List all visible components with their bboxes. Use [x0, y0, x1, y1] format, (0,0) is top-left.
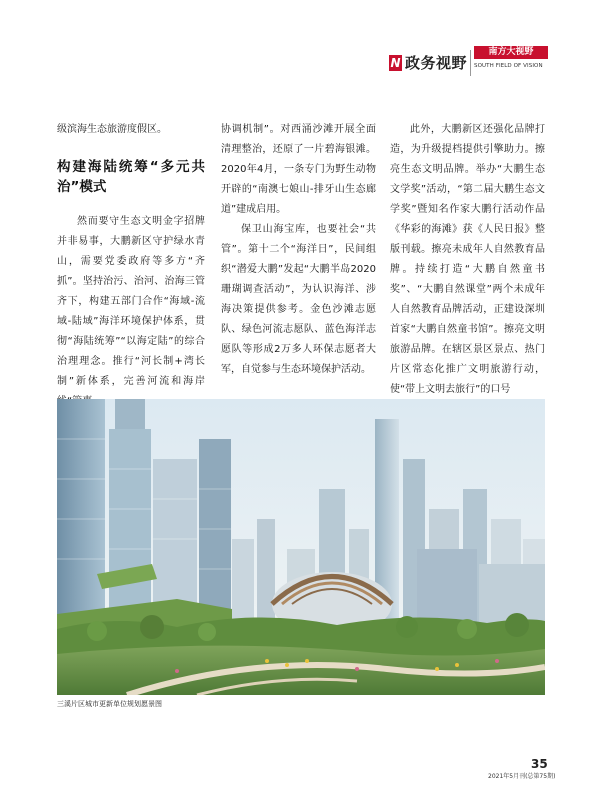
urban-renewal-rendering-image — [57, 399, 545, 695]
paragraph: 然而要守生态文明金字招牌并非易事，大鹏新区守护绿水青山，需要党委政府等多方“齐抓”。坚持治污、治河、治海三管齐下，构建五部门合作“海域-流域-陆域”海洋环境保护体系，贯彻“海陆统筹”“以海定陆”的综合治理理念。推行“河长制+湾长制”新体系，完善河流和海岸 — [57, 216, 205, 387]
magazine-logo-icon: N — [390, 56, 401, 70]
header-divider — [470, 50, 471, 76]
paragraph: 此外，大鹏新区还强化品牌打造，为升级提档提供引擎助力。擦亮生态文明品牌。举办“大鹏生态文学奖”活动，“第二届大鹏生态文学奖”暨知名作家大鹏行活动作品《华彩的海滩》获《人民日报》整版刊载。擦亮未成年人自然教育品牌。持续打造“大鹏自然童书奖”、“大鹏自然课堂”两个未成年人自然教育品牌活动，正建设深圳首家“大鹏自然童书馆”。擦亮文明旅游品牌。在辖区景区景点、热门片区常态化推广文明旅游行动，使“带上文明去旅行”的口号 — [390, 124, 545, 395]
paragraph: 保卫山海宝库，也要社会“共管”。第十二个“海洋日”，民间组织“潜爱大鹏”发起“大鹏半岛2020珊瑚调查活动”，为认识海洋、涉海决策提供参考。金色沙滩志愿队、绿色河流志愿队、蓝色海洋志愿队等形成2万多人环保志愿者大军，自觉参与生态环境保护活动。 — [221, 224, 376, 375]
article-column-3 — [390, 120, 545, 400]
photo-caption: 三溪片区城市更新单位规划愿景图 — [57, 700, 162, 708]
article-column-1 — [57, 120, 205, 412]
issue-info: 2021年5月刊(总第75期) — [488, 773, 556, 780]
section-heading: 构建海陆统筹“多元共治”模式 — [57, 159, 205, 195]
section-badge: 南方大视野 — [474, 46, 548, 59]
city-skyline-illustration — [57, 399, 545, 695]
section-title: 政务视野 — [405, 54, 468, 72]
page-number: 35 — [531, 757, 548, 771]
paragraph: 级滨海生态旅游度假区。 — [57, 124, 167, 135]
article-column-2 — [221, 120, 376, 380]
section-subtitle: SOUTH FIELD OF VISION — [474, 63, 543, 69]
paragraph: 协调机制”。对西涌沙滩开展全面清理整治，还原了一片碧海银滩。2020年4月，一条专门为野生动物开辟的“南澳七娘山-排牙山生态廊道”建成启用。 — [221, 124, 376, 215]
